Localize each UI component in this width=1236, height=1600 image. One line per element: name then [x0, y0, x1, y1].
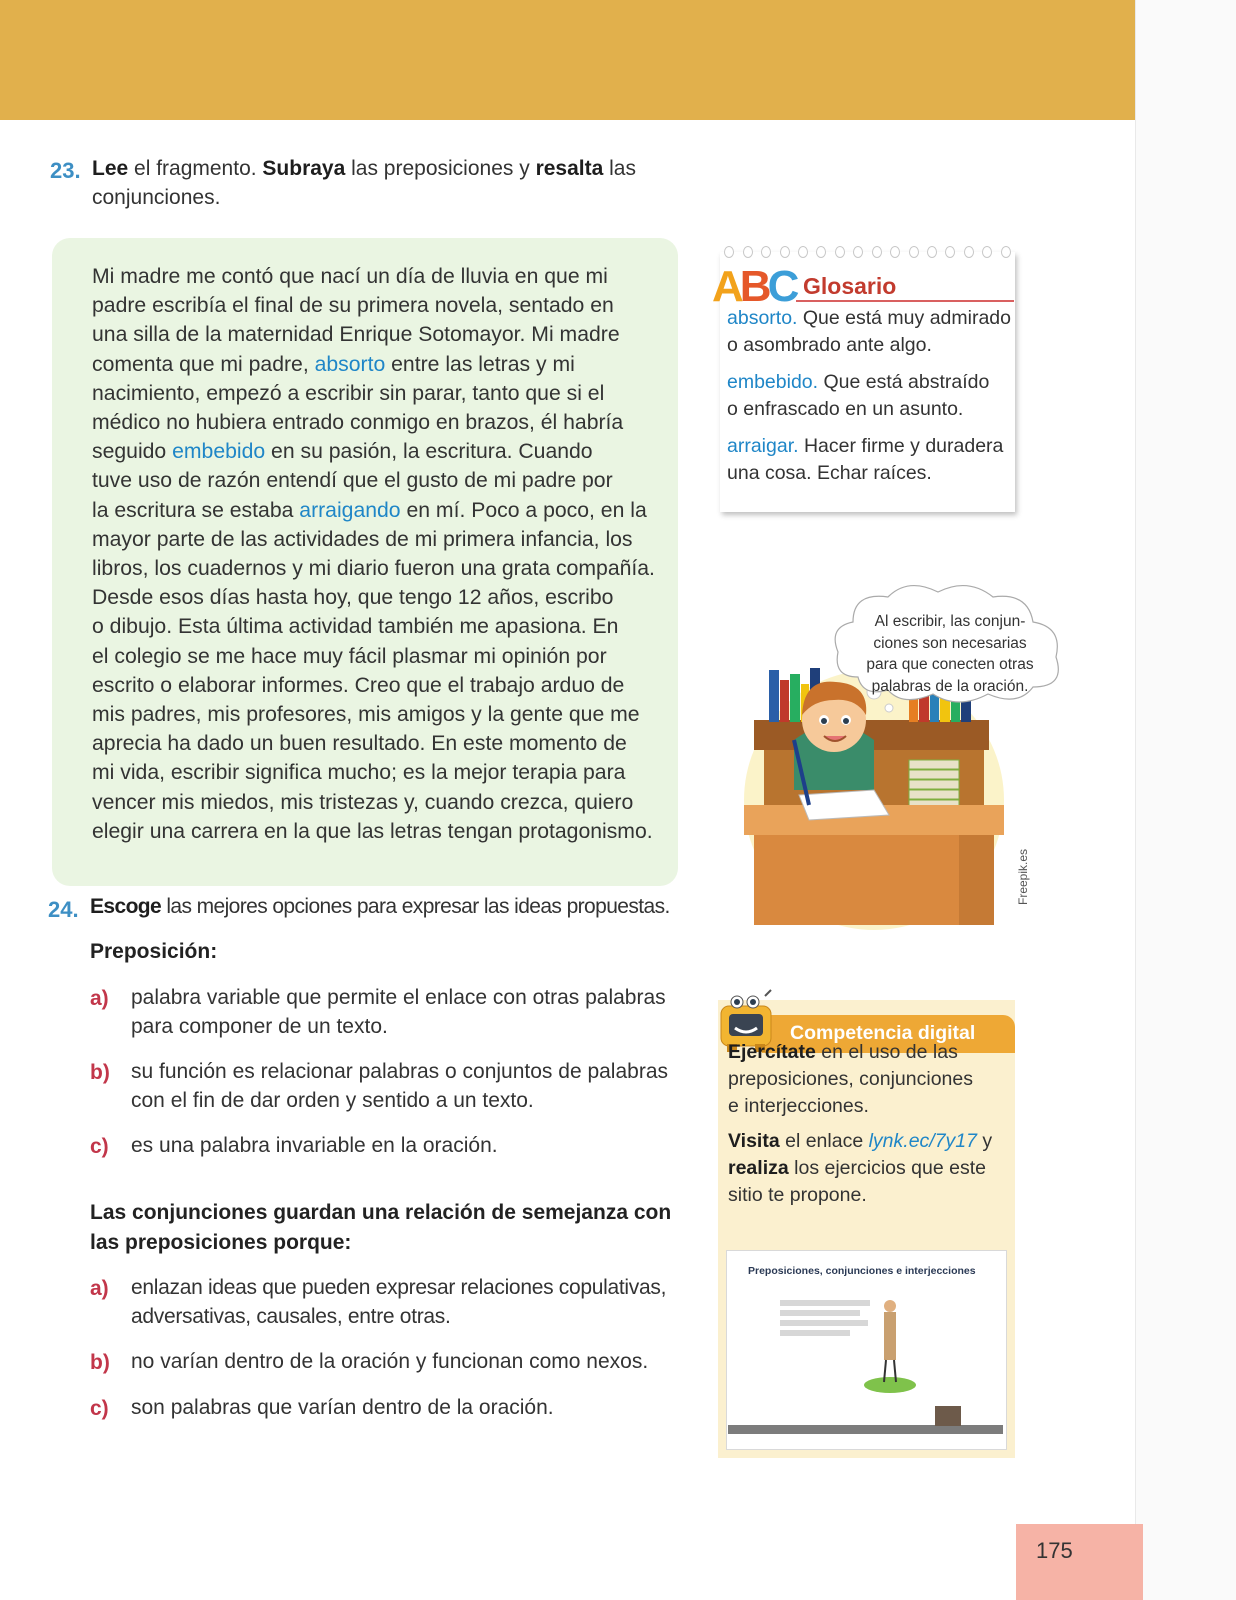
instruction-text: las [603, 157, 636, 180]
passage-line: mis padres, mis profesores, mis amigos y la gente que me [92, 703, 640, 727]
option-line: palabra variable que permite el enlace con otras palabras [131, 986, 666, 1009]
instruction-verb: realiza [728, 1157, 789, 1179]
instruction-text: el fragmento. [128, 157, 263, 180]
passage-line: mi vida, escribir significa mucho; es la mejor terapia para [92, 761, 626, 785]
logo-letter: A [712, 262, 740, 311]
image-credit: Freepik.es [1016, 848, 1030, 905]
page-margin [1135, 0, 1236, 1600]
glossary-definition: o asombrado ante algo. [727, 334, 932, 356]
bubble-line: palabras de la oración. [871, 677, 1029, 695]
glossary-term: embebido. [727, 371, 819, 393]
competencia-text: y [977, 1130, 993, 1152]
question-24-instruction [90, 892, 670, 921]
competencia-paragraph-2 [728, 1128, 1008, 1209]
competencia-text: preposiciones, conjunciones [728, 1068, 973, 1090]
passage-line: médico no hubiera entrado conmigo en brazos, él habría [92, 411, 624, 435]
subheading-conjunciones [90, 1198, 671, 1258]
subheading-preposicion: Preposición: [90, 940, 218, 963]
glossary-definition: Que está abstraído [818, 371, 990, 393]
option-letter: b) [90, 1061, 110, 1084]
option-text[interactable] [131, 1347, 648, 1376]
competencia-text: el enlace [779, 1130, 869, 1152]
passage-text: en su pasión, la escritura. Cuando [265, 440, 593, 464]
passage-line: mayor parte de las actividades de mi primera infancia, los [92, 527, 633, 551]
glossary-title: Glosario [803, 273, 897, 299]
instruction-verb: resalta [535, 157, 604, 180]
passage-text: entre las letras y mi [385, 352, 575, 376]
glossary-entry [727, 305, 1012, 359]
passage-text: en mí. Poco a poco, en la [400, 498, 647, 522]
option-line: su función es relacionar palabras o conjuntos de palabras [131, 1060, 669, 1083]
instruction-text: las mejores opciones para expresar las ideas propuestas. [161, 895, 670, 918]
option-letter: a) [90, 987, 109, 1010]
passage-line: elegir una carrera en la que las letras tengan protagonismo. [92, 819, 653, 843]
question-24-number: 24. [48, 897, 79, 922]
option-line: para componer de un texto. [131, 1015, 388, 1038]
question-23-number: 23. [50, 158, 81, 183]
instruction-text: las preposiciones y [345, 157, 536, 180]
option-line: no varían dentro de la oración y funcionan como nexos. [131, 1350, 649, 1373]
passage-line [92, 496, 662, 525]
competencia-text: los ejercicios que este [788, 1157, 986, 1179]
question-23-instruction [92, 154, 672, 212]
lynk-link[interactable]: lynk.ec/7y17 [868, 1130, 977, 1152]
keyword-absorto: absorto [314, 352, 386, 376]
instruction-verb: Subraya [262, 157, 346, 180]
option-letter: a) [90, 1277, 109, 1300]
option-letter: b) [90, 1351, 110, 1374]
option-line: enlazan ideas que pueden expresar relaciones copulativas, [131, 1276, 667, 1299]
thought-bubble-text [845, 611, 1055, 697]
instruction-verb: Visita [728, 1130, 780, 1152]
passage-line: nacimiento, empezó a escribir sin parar, tanto que si el [92, 381, 605, 405]
page-number: 175 [1036, 1538, 1073, 1563]
glossary-entry [727, 433, 1012, 487]
bubble-line: ciones son necesarias [873, 634, 1027, 652]
video-thumbnail-art [780, 1290, 940, 1400]
competencia-paragraph-1 [728, 1039, 1008, 1120]
instruction-text: conjunciones. [92, 186, 221, 209]
presenter-thumbnail [935, 1406, 961, 1426]
passage-line: o dibujo. Esta última actividad también me apasiona. En [92, 615, 619, 639]
glossary-term: arraigar. [727, 435, 799, 457]
subheading-line: Las conjunciones guardan una relación de semejanza con [90, 1201, 672, 1224]
glossary-term: absorto. [727, 307, 798, 329]
logo-letter: C [767, 262, 796, 311]
bubble-line: Al escribir, las conjun- [874, 613, 1026, 630]
passage-line: vencer mis miedos, mis tristezas y, cuando crezca, quiero [92, 790, 634, 814]
bubble-line: para que conecten otras [866, 656, 1034, 673]
glossary-definition: Hacer firme y duradera [798, 435, 1004, 457]
option-line: son palabras que varían dentro de la oración. [131, 1396, 554, 1419]
passage-line: padre escribía el final de su primera novela, sentado en [92, 294, 614, 318]
competencia-digital-title: Competencia digital [790, 1022, 976, 1044]
instruction-verb: Escoge [90, 895, 162, 918]
passage-text: la escritura se estaba [92, 498, 300, 522]
video-progress-bar[interactable] [728, 1425, 1003, 1434]
option-text[interactable] [131, 1393, 554, 1422]
glossary-definition: o enfrascado en un asunto. [727, 398, 964, 420]
glossary-definition: una cosa. Echar raíces. [727, 462, 932, 484]
competencia-text: sitio te propone. [728, 1184, 867, 1206]
option-text[interactable] [131, 1057, 668, 1115]
passage-line: Desde esos días hasta hoy, que tengo 12 años, escribo [92, 586, 614, 610]
option-text[interactable] [131, 1131, 498, 1160]
option-letter: c) [90, 1397, 109, 1420]
instruction-verb: Lee [92, 157, 129, 180]
top-color-band [0, 0, 1135, 120]
passage-line: tuve uso de razón entendí que el gusto de mi padre por [92, 469, 613, 493]
subheading-line: las preposiciones porque: [90, 1231, 352, 1254]
passage-line: libros, los cuadernos y mi diario fueron una grata compañía. [92, 557, 655, 581]
keyword-embebido: embebido [172, 440, 266, 464]
option-text[interactable] [131, 983, 666, 1041]
passage-line: aprecia ha dado un buen resultado. En este momento de [92, 732, 627, 756]
option-text[interactable] [131, 1273, 666, 1331]
passage-line: el colegio se me hace muy fácil plasmar mi opinión por [92, 644, 607, 668]
passage-text: seguido [92, 440, 173, 464]
option-line: es una palabra invariable en la oración. [131, 1134, 498, 1157]
reading-passage-text [92, 262, 662, 846]
passage-line [92, 437, 662, 466]
keyword-arraigando: arraigando [299, 498, 401, 522]
logo-letter: B [739, 262, 768, 311]
passage-text: comenta que mi padre, [92, 352, 315, 376]
instruction-verb: Ejercítate [728, 1041, 816, 1063]
passage-line: una silla de la maternidad Enrique Sotomayor. Mi madre [92, 323, 620, 347]
glossary-entry [727, 369, 1012, 423]
passage-line [92, 350, 662, 379]
notebook-spiral [720, 246, 1015, 260]
glossary-definition: Que está muy admirado [797, 307, 1011, 329]
option-line: adversativas, causales, entre otras. [131, 1305, 451, 1328]
glossary-divider [796, 300, 1014, 302]
option-letter: c) [90, 1135, 109, 1158]
passage-line: escrito o elaborar informes. Creo que el trabajo arduo de [92, 673, 625, 697]
option-line: con el fin de dar orden y sentido a un texto. [131, 1089, 534, 1112]
competencia-text: en el uso de las [815, 1041, 958, 1063]
competencia-text: e interjecciones. [728, 1095, 869, 1117]
passage-line: Mi madre me contó que nací un día de lluvia en que mi [92, 265, 608, 288]
video-title: Preposiciones, conjunciones e interjecciones [748, 1265, 976, 1277]
reading-passage-box [52, 238, 678, 886]
